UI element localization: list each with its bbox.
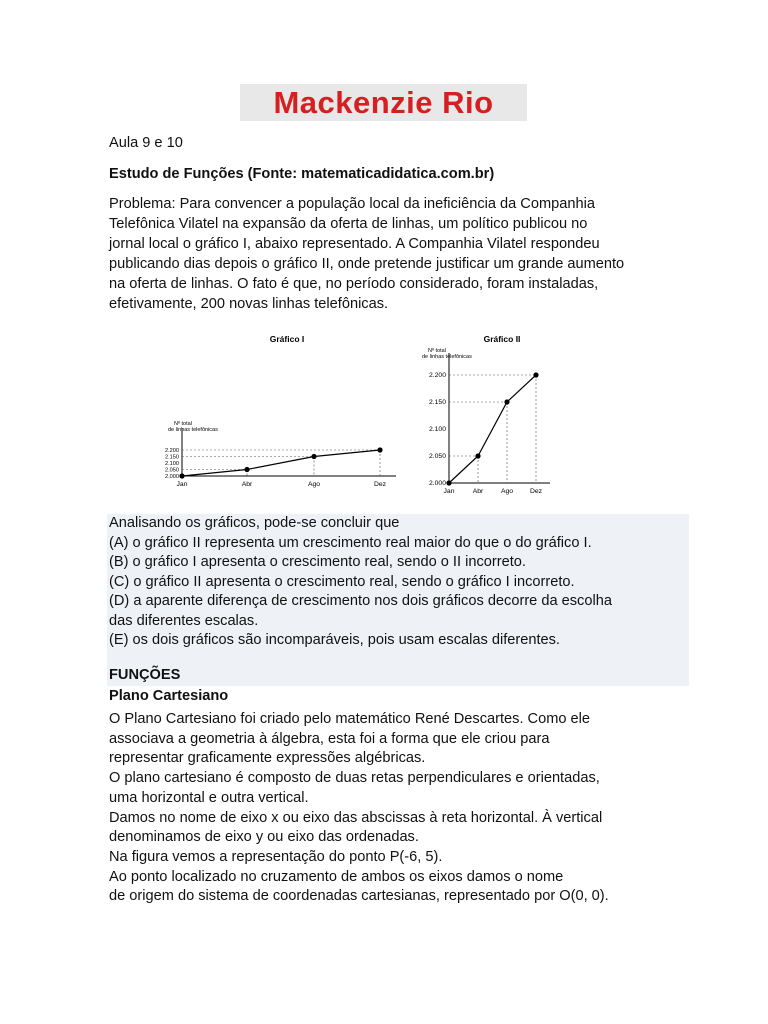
- plano-line: Ao ponto localizado no cruzamento de ambos os eixos damos o nome: [109, 868, 564, 885]
- plano-line: representar graficamente expressões algébricas.: [109, 750, 426, 767]
- problem-line: Telefônica Vilatel na expansão da oferta de linhas, um político publicou no: [109, 216, 588, 232]
- question-box: [107, 514, 689, 686]
- x-tick-label: Dez: [529, 488, 543, 495]
- option-e: (E) os dois gráficos são incomparáveis, pois usam escalas diferentes.: [109, 632, 560, 648]
- x-tick-label: Abr: [241, 481, 253, 488]
- x-tick-label: Abr: [472, 488, 484, 495]
- data-point: [179, 473, 184, 478]
- option-d-cont: das diferentes escalas.: [109, 612, 259, 629]
- x-tick-label: Ago: [307, 481, 321, 488]
- data-point: [533, 372, 538, 377]
- plano-line: O plano cartesiano é composto de duas retas perpendiculares e orientadas,: [109, 770, 600, 787]
- y-axis-label-line1: Nº total: [428, 348, 446, 354]
- charts-figure: [140, 330, 560, 505]
- y-axis-label-line2: de linhas telefônicas: [168, 427, 218, 433]
- series-line: [182, 450, 380, 476]
- option-b: (B) o gráfico I apresenta o crescimento real, sendo o II incorreto.: [109, 554, 526, 570]
- y-tick-label: 2.050: [165, 467, 179, 474]
- section-subtitle: Plano Cartesiano: [109, 688, 229, 704]
- y-tick-label: 2.100: [165, 461, 179, 467]
- x-tick-label: Jan: [443, 488, 455, 495]
- data-point: [377, 447, 382, 452]
- charts-svg: [140, 330, 560, 505]
- chart-title: Gráfico II: [483, 334, 521, 344]
- option-a: (A) o gráfico II representa um crescimento real maior do que o do gráfico I.: [109, 534, 592, 551]
- problem-line: jornal local o gráfico I, abaixo representado. A Companhia Vilatel respondeu: [109, 236, 600, 252]
- y-tick-label: 2.000: [165, 474, 179, 480]
- y-tick-label: 2.100: [428, 426, 446, 433]
- problem-line: publicando dias depois o gráfico II, onde pretende justificar um grande aumento: [109, 256, 625, 272]
- data-point: [311, 454, 316, 459]
- data-point: [504, 399, 509, 404]
- series-line: [449, 375, 536, 483]
- data-point: [475, 453, 480, 458]
- problem-paragraph: [109, 194, 669, 314]
- plano-line: de origem do sistema de coordenadas cartesianas, representado por O(0, 0).: [109, 888, 609, 905]
- y-tick-label: 2.050: [428, 453, 446, 460]
- mackenzie-rio-logo: [240, 84, 527, 121]
- y-tick-label: 2.150: [165, 454, 179, 461]
- y-tick-label: 2.000: [428, 480, 446, 487]
- data-point: [244, 467, 249, 472]
- y-axis-label-line2: de linhas telefônicas: [422, 354, 472, 360]
- y-tick-label: 2.200: [165, 448, 179, 454]
- problem-line: na oferta de linhas. O fato é que, no período considerado, foram instaladas,: [109, 276, 599, 292]
- plano-line: O Plano Cartesiano foi criado pelo matemático René Descartes. Como ele: [109, 711, 591, 727]
- plano-line: uma horizontal e outra vertical.: [109, 789, 309, 806]
- problem-line: efetivamente, 200 novas linhas telefônicas.: [109, 296, 389, 312]
- logo-text: Mackenzie Rio: [273, 84, 494, 120]
- plano-paragraph: [109, 710, 689, 907]
- x-tick-label: Jan: [176, 481, 188, 488]
- plano-line: associava a geometria à álgebra, esta foi a forma que ele criou para: [109, 730, 550, 747]
- y-tick-label: 2.200: [428, 372, 446, 379]
- plano-line: Damos no nome de eixo x ou eixo das abscissas à reta horizontal. À vertical: [109, 809, 603, 826]
- question-intro: Analisando os gráficos, pode-se concluir que: [109, 515, 400, 531]
- x-tick-label: Dez: [373, 481, 387, 488]
- chart-title: Gráfico I: [269, 334, 305, 344]
- section-title: FUNÇÕES: [109, 667, 181, 683]
- y-axis-label-line1: Nº total: [174, 421, 192, 427]
- plano-line: denominamos de eixo y ou eixo das ordenadas.: [109, 829, 419, 846]
- lesson-heading: Aula 9 e 10: [109, 135, 183, 151]
- data-point: [446, 480, 451, 485]
- option-c: (C) o gráfico II apresenta o crescimento real, sendo o gráfico I incorreto.: [109, 573, 575, 590]
- option-d: (D) a aparente diferença de crescimento nos dois gráficos decorre da escolha: [109, 593, 612, 609]
- plano-line: Na figura vemos a representação do ponto P(-6, 5).: [109, 848, 443, 865]
- y-tick-label: 2.150: [428, 399, 446, 406]
- study-heading: Estudo de Funções (Fonte: matematicadidatica.com.br): [109, 166, 495, 182]
- x-tick-label: Ago: [500, 488, 514, 495]
- problem-line: Problema: Para convencer a população local da ineficiência da Companhia: [109, 196, 595, 212]
